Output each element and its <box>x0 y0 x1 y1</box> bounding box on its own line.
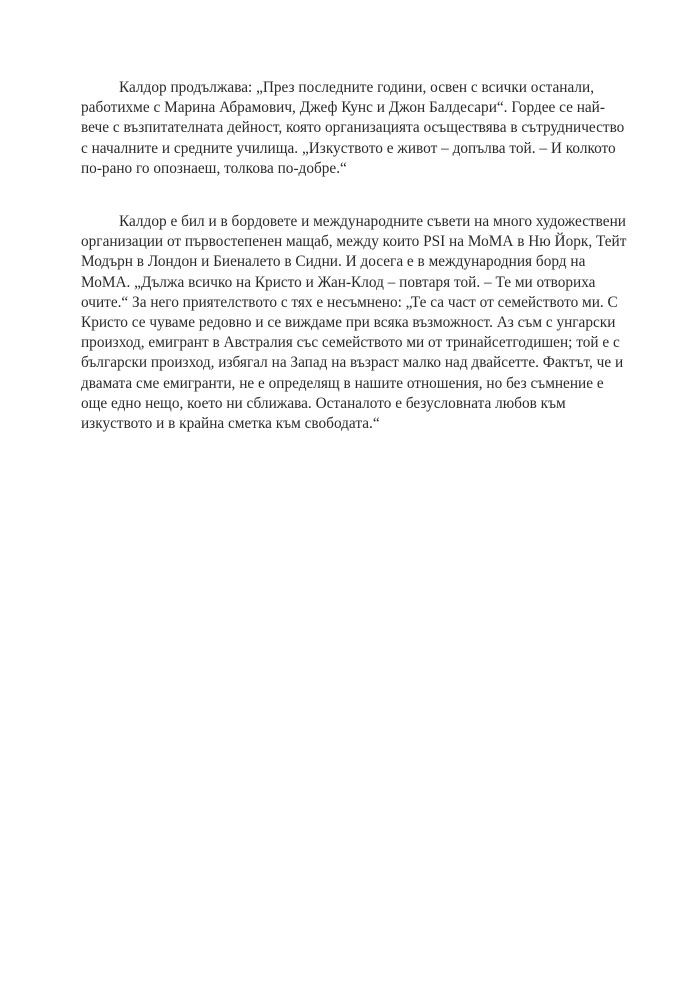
paragraph-1: Калдор продължава: „През последните години, освен с всички останали, работихме с Марина Абрамович, Джеф Кунс и Джон Балдесари“. Гордее се най-вече с възпитателната дейност, която организацията осъществява в сътрудничество с началните и средните училища. „Изкуството е живот – допълва той. – И колкото по-рано го опознаеш, толкова по-добре.“ <box>81 79 625 177</box>
paragraph-2: Калдор е бил и в бордовете и международните съвети на много художествени организации от първостепенен мащаб, между които PSI на МоМА в Ню Йорк, Тейт Модърн в Лондон и Биеналето в Сидни. И досега е в международния борд на МоМА. „Дължа всичко на Кристо и Жан-Клод – повтаря той. – Те ми отвориха очите.“ За него приятелството с тях е несъмнено: „Те са част от семейството ми. С Кристо се чуваме редовно и се виждаме при всяка възможност. Аз съм с унгарски произход, емигрант в Австралия със семейството ми от тринайсетгодишен; той е с български произход, избягал на Запад на възраст малко над двайсетте. Фактът, че и двамата сме емигранти, не е определящ в нашите отношения, но без съмнение е още едно нещо, което ни сближава. Останалото е безусловната любов към изкуството и в крайна сметка към свободата.“ <box>81 213 627 433</box>
